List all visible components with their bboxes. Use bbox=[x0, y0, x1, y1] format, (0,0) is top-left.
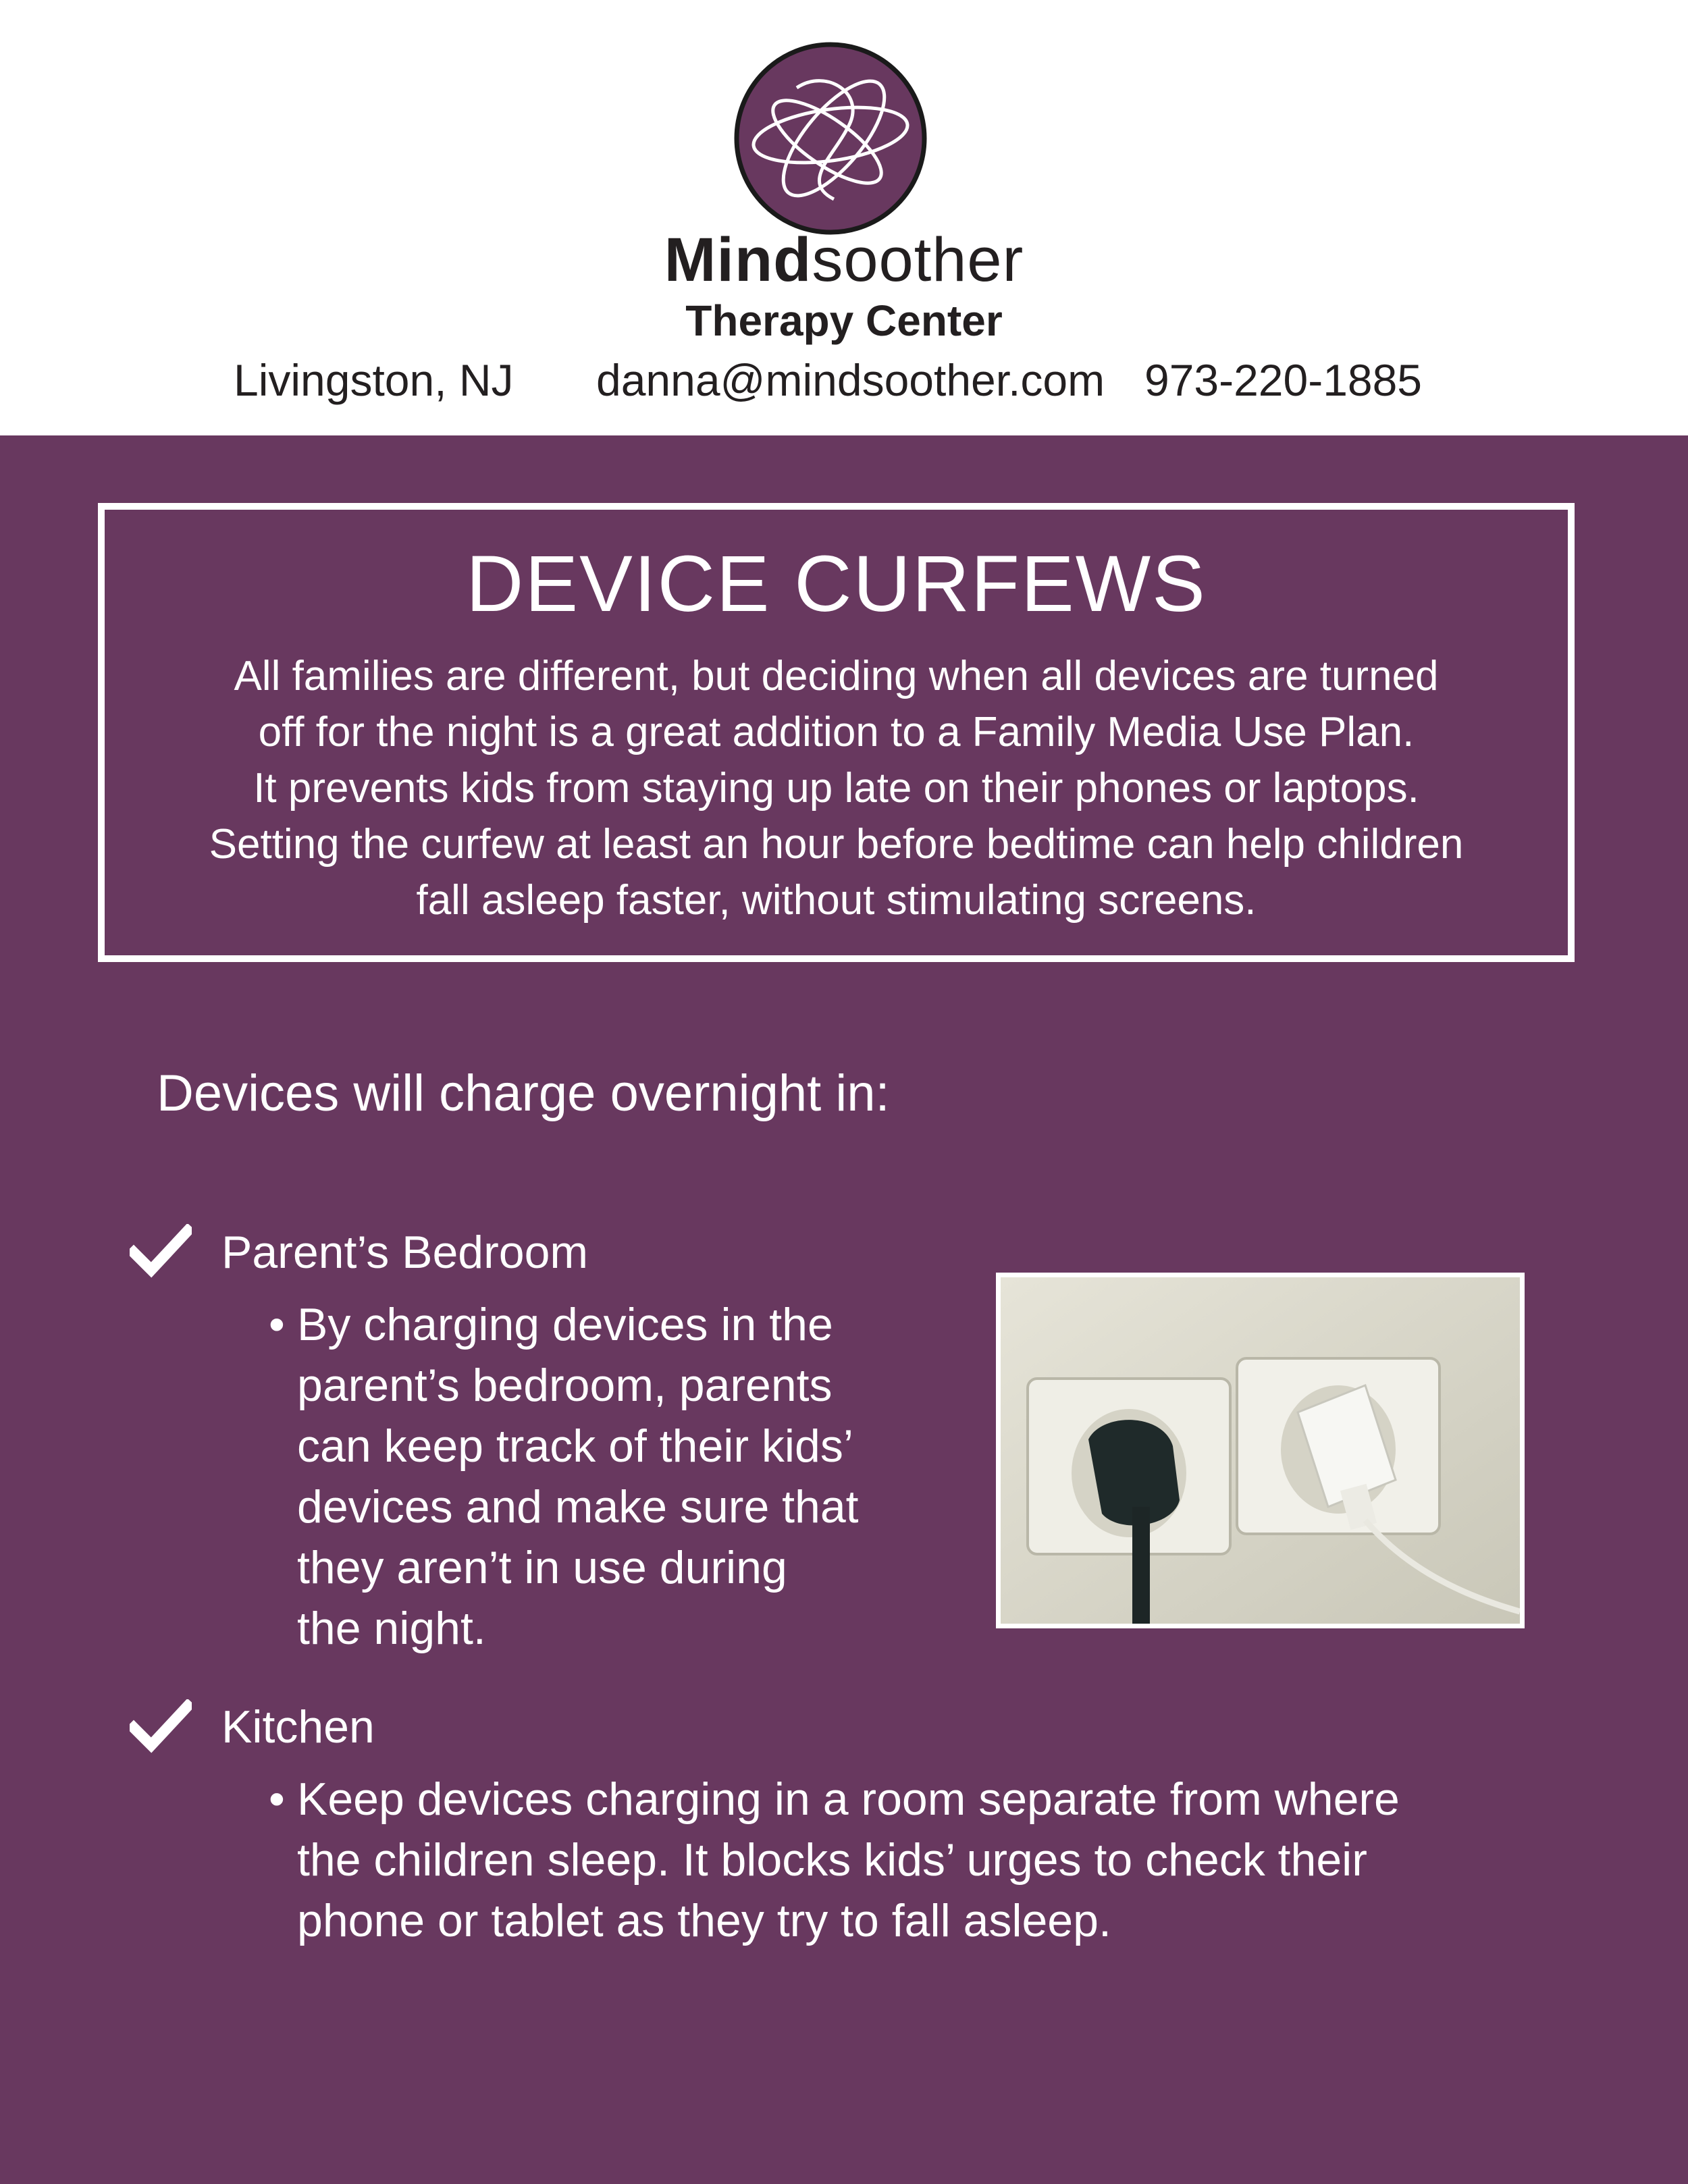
outlet-photo bbox=[996, 1273, 1525, 1628]
brand-name bbox=[0, 226, 1688, 294]
contact-location: Livingston, NJ bbox=[234, 355, 514, 405]
section-heading: Devices will charge overnight in: bbox=[157, 1065, 890, 1122]
checkmark-icon bbox=[130, 1699, 192, 1753]
list-item-line: they aren’t in use during bbox=[297, 1542, 787, 1593]
contact-phone: 973-220-1885 bbox=[1144, 355, 1423, 405]
list-item-line: can keep track of their kids’ bbox=[297, 1420, 853, 1472]
list-item-text bbox=[269, 1769, 1400, 1951]
list-item-line: the night. bbox=[297, 1603, 486, 1654]
brand-subtitle: Therapy Center bbox=[685, 296, 1003, 345]
outlet-photo-illustration bbox=[1001, 1277, 1520, 1624]
brand-wordmark bbox=[0, 226, 1688, 345]
intro-line: All families are different, but deciding when all devices are turned bbox=[234, 653, 1439, 699]
contact-email: danna@mindsoother.com bbox=[596, 355, 1105, 405]
header bbox=[0, 0, 1688, 435]
list-item-title: Kitchen bbox=[221, 1701, 375, 1753]
bullet-dot-icon: • bbox=[269, 1299, 285, 1350]
list-item-line: parent’s bedroom, parents bbox=[297, 1360, 833, 1411]
main-content bbox=[0, 435, 1688, 2184]
intro-line: fall asleep faster, without stimulating screens. bbox=[416, 877, 1257, 924]
list-item-line: phone or tablet as they try to fall asleep. bbox=[297, 1895, 1111, 1946]
list-item-line: the children sleep. It blocks kids’ urges to check their bbox=[297, 1834, 1367, 1886]
intro-line: It prevents kids from staying up late on their phones or laptops. bbox=[253, 765, 1419, 811]
list-item-text bbox=[269, 1294, 859, 1659]
brand-name-bold: Mind bbox=[664, 225, 812, 294]
list-item-line: By charging devices in the bbox=[297, 1299, 833, 1350]
intro-body bbox=[118, 648, 1554, 928]
brand-name-light: soother bbox=[812, 225, 1024, 294]
intro-line: Setting the curfew at least an hour before bedtime can help children bbox=[209, 821, 1464, 868]
list-item-line: devices and make sure that bbox=[297, 1481, 859, 1533]
intro-line: off for the night is a great addition to a Family Media Use Plan. bbox=[258, 709, 1415, 755]
page-title: DEVICE CURFEWS bbox=[466, 539, 1207, 629]
intro-box bbox=[98, 503, 1575, 962]
list-item-line: Keep devices charging in a room separate from where bbox=[297, 1774, 1400, 1825]
list-item-title: Parent’s Bedroom bbox=[221, 1227, 589, 1278]
checkmark-icon bbox=[130, 1224, 192, 1278]
bullet-dot-icon: • bbox=[269, 1774, 285, 1825]
mindsoother-logo-icon bbox=[733, 41, 928, 236]
